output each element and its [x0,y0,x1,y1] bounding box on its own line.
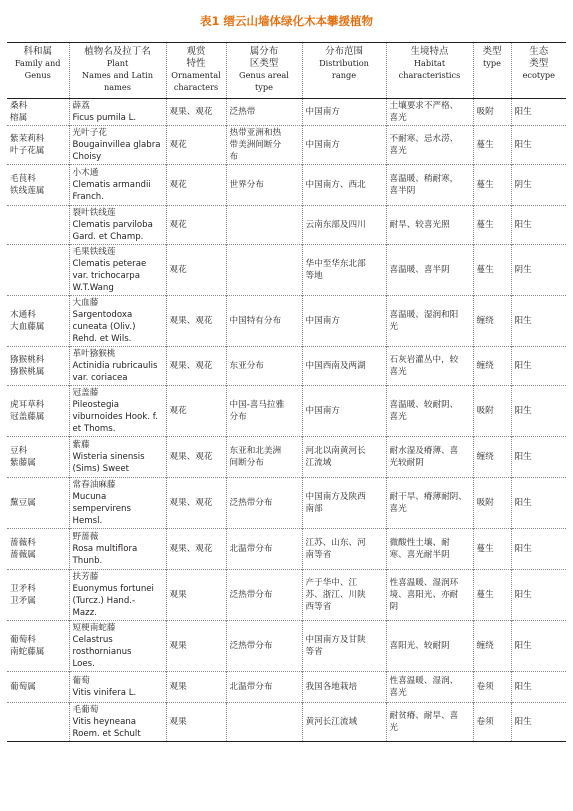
climbing-type-text: 缠绕 [476,361,494,371]
plant-cell [69,478,166,529]
plant-cell [69,621,166,672]
ornamental-cell [166,206,226,245]
family-cell [7,478,69,529]
table-row [7,99,566,126]
plant-cell [69,296,166,347]
areal-type-text: 中国特有分布 [229,316,282,326]
distribution-cell [302,478,386,529]
family-text: 卫矛科 卫矛属 [10,584,36,606]
plant-latin-name: Vitis vinifera L. [72,688,137,698]
plant-latin-name: Actinidia rubricaulis var. coriacea [72,361,158,383]
plant-chinese-name: 毛果铁线莲 [72,247,116,257]
habitat-text: 性喜温暖、湿润环 境、喜阳光、亦耐 阴 [389,578,459,612]
header-distribution: 分布范围 Distribution range [302,43,386,99]
ornamental-text: 观果 [169,717,187,727]
distribution-text: 云南东部及四川 [305,220,366,230]
ornamental-cell [166,386,226,437]
family-cell [7,296,69,347]
areal-type-text: 东亚分布 [229,361,264,371]
areal-type-cell [226,347,302,386]
areal-type-text: 泛热带分布 [229,498,273,508]
plant-chinese-name: 大血藤 [72,298,99,308]
plant-chinese-name: 革叶猕猴桃 [72,349,116,359]
ornamental-text: 观花 [169,140,187,150]
plant-chinese-name: 常春油麻藤 [72,480,116,490]
climbing-type-cell [473,165,511,206]
distribution-text: 中国西南及两湖 [305,361,366,371]
ecotype-cell [511,529,566,570]
climbing-type-cell [473,206,511,245]
plant-cell [69,347,166,386]
distribution-text: 产于华中、江 苏、浙江、川陕 西等省 [305,578,366,612]
climbing-type-cell [473,245,511,296]
ornamental-text: 观花 [169,265,187,275]
family-cell [7,621,69,672]
ecotype-text: 阳生 [514,544,532,554]
habitat-text: 耐贫瘠、耐旱、喜 光 [389,711,459,733]
areal-type-cell [226,703,302,742]
plant-table [7,42,566,742]
ecotype-text: 阳生 [514,140,532,150]
ecotype-cell [511,703,566,742]
climbing-type-text: 吸附 [476,406,494,416]
plant-latin-name: Wisteria sinensis (Sims) Sweet [72,452,145,474]
plant-chinese-name: 扶芳藤 [72,572,99,582]
table-row [7,437,566,478]
habitat-text: 耐干旱、瘠薄耐阴、 喜光 [389,492,467,514]
plant-latin-name: Euonymus fortunei (Turcz.) Hand.- Mazz. [72,584,154,618]
plant-chinese-name: 短梗南蛇藤 [72,623,116,633]
ornamental-cell [166,529,226,570]
ornamental-text: 观果 [169,682,187,692]
climbing-type-cell [473,437,511,478]
distribution-cell [302,296,386,347]
family-text: 虎耳草科 冠盖藤属 [10,400,45,422]
climbing-type-text: 蔓生 [476,544,494,554]
ornamental-cell [166,621,226,672]
ornamental-text: 观果、观花 [169,498,213,508]
areal-type-cell [226,126,302,165]
climbing-type-cell [473,347,511,386]
habitat-text: 喜温暖、湿润和阳 光 [389,310,459,332]
distribution-text: 中国南方 [305,316,340,326]
areal-type-cell [226,529,302,570]
ecotype-cell [511,245,566,296]
family-cell [7,529,69,570]
ecotype-text: 阳生 [514,107,532,117]
ecotype-cell [511,386,566,437]
distribution-text: 中国南方及甘陕 等省 [305,635,366,657]
habitat-text: 耐水湿及瘠薄、喜 光较耐阴 [389,446,459,468]
ecotype-text: 阳生 [514,717,532,727]
ecotype-cell [511,296,566,347]
family-text: 紫茉莉科 叶子花属 [10,134,45,156]
ecotype-cell [511,437,566,478]
areal-type-text: 热带亚洲和热 带美洲间断分 布 [229,128,282,162]
climbing-type-text: 吸附 [476,498,494,508]
ecotype-cell [511,570,566,621]
table-row [7,206,566,245]
habitat-cell [386,165,473,206]
ornamental-cell [166,347,226,386]
family-text: 木通科 大血藤属 [10,310,45,332]
ecotype-text: 阳生 [514,316,532,326]
header-ornamental: 观赏 特性 Ornamental characters [166,43,226,99]
family-cell [7,570,69,621]
climbing-type-cell [473,99,511,126]
ornamental-text: 观花 [169,406,187,416]
ecotype-cell [511,347,566,386]
distribution-cell [302,126,386,165]
plant-cell [69,703,166,742]
plant-chinese-name: 裂叶铁线莲 [72,208,116,218]
plant-cell [69,99,166,126]
plant-cell [69,529,166,570]
areal-type-text: 中国-喜马拉雅 分布 [229,400,285,422]
plant-latin-name: Clematis peterae var. trichocarpa W.T.Wang [72,259,147,293]
climbing-type-cell [473,703,511,742]
distribution-text: 中国南方 [305,140,340,150]
family-cell [7,206,69,245]
table-body [7,99,566,742]
ecotype-cell [511,672,566,703]
plant-chinese-name: 薜荔 [72,101,90,111]
distribution-cell [302,245,386,296]
distribution-text: 中国南方 [305,406,340,416]
habitat-text: 土壤要求不严格、 喜光 [389,101,459,123]
areal-type-cell [226,206,302,245]
climbing-type-text: 卷须 [476,717,494,727]
areal-type-text: 泛热带分布 [229,641,273,651]
table-row [7,621,566,672]
distribution-text: 中国南方、西北 [305,180,366,190]
climbing-type-text: 蔓生 [476,220,494,230]
plant-chinese-name: 葡萄 [72,676,90,686]
ornamental-text: 观果、观花 [169,452,213,462]
ornamental-text: 观果、观花 [169,316,213,326]
areal-type-text: 东亚和北美洲 间断分布 [229,446,282,468]
ecotype-text: 阳生 [514,220,532,230]
plant-cell [69,672,166,703]
plant-cell [69,386,166,437]
distribution-cell [302,437,386,478]
family-cell [7,347,69,386]
habitat-cell [386,126,473,165]
ecotype-text: 阳生 [514,452,532,462]
plant-cell [69,165,166,206]
distribution-text: 河北以南黄河长 江流域 [305,446,366,468]
ecotype-text: 阳生 [514,641,532,651]
family-cell [7,99,69,126]
table-title: 表1 缙云山墙体绿化木本攀援植物 [199,14,373,28]
areal-type-text: 世界分布 [229,180,264,190]
habitat-cell [386,386,473,437]
habitat-text: 喜温暖、喜半阴 [389,265,450,275]
habitat-cell [386,529,473,570]
habitat-text: 不耐寒、忌水涝、 喜光 [389,134,459,156]
family-text: 黧豆属 [10,498,36,508]
areal-type-text: 泛热带 [229,107,256,117]
climbing-type-text: 蔓生 [476,140,494,150]
climbing-type-text: 缠绕 [476,316,494,326]
climbing-type-cell [473,570,511,621]
areal-type-cell [226,165,302,206]
table-row [7,347,566,386]
family-cell [7,126,69,165]
ecotype-text: 阳生 [514,682,532,692]
climbing-type-cell [473,621,511,672]
distribution-cell [302,570,386,621]
plant-cell [69,437,166,478]
climbing-type-text: 缠绕 [476,452,494,462]
ecotype-cell [511,126,566,165]
plant-latin-name: Ficus pumila L. [72,113,137,123]
habitat-cell [386,478,473,529]
table-header [7,43,566,99]
climbing-type-text: 蔓生 [476,265,494,275]
habitat-cell [386,621,473,672]
ornamental-cell [166,296,226,347]
ornamental-text: 观果 [169,590,187,600]
habitat-cell [386,672,473,703]
habitat-cell [386,99,473,126]
plant-cell [69,206,166,245]
table-row [7,245,566,296]
ornamental-cell [166,245,226,296]
climbing-type-cell [473,126,511,165]
plant-latin-name: Mucuna sempervirens Hemsl. [72,492,131,526]
areal-type-text: 北温带分布 [229,682,273,692]
areal-type-cell [226,245,302,296]
distribution-text: 江苏、山东、河 南等省 [305,538,366,560]
plant-latin-name: Clematis parviloba Gard. et Champ. [72,220,153,242]
plant-latin-name: Rosa multiflora Thunb. [72,544,138,566]
table-row [7,478,566,529]
areal-type-cell [226,478,302,529]
distribution-text: 我国各地栽培 [305,682,358,692]
table-row [7,296,566,347]
ornamental-cell [166,570,226,621]
distribution-cell [302,206,386,245]
distribution-text: 黄河长江流域 [305,717,358,727]
family-cell [7,165,69,206]
habitat-text: 喜温暖、较耐阴、 喜光 [389,400,459,422]
climbing-type-text: 吸附 [476,107,494,117]
header-ecotype: 生态 类型 ecotype [511,43,566,99]
family-text: 葡萄科 南蛇藤属 [10,635,45,657]
habitat-cell [386,206,473,245]
family-cell [7,437,69,478]
areal-type-cell [226,672,302,703]
ornamental-text: 观果、观花 [169,361,213,371]
climbing-type-cell [473,529,511,570]
areal-type-cell [226,437,302,478]
ecotype-text: 阳生 [514,498,532,508]
areal-type-cell [226,99,302,126]
family-text: 蔷薇科 蔷薇属 [10,538,36,560]
ornamental-cell [166,126,226,165]
areal-type-text: 北温带分布 [229,544,273,554]
areal-type-cell [226,386,302,437]
distribution-cell [302,672,386,703]
family-text: 毛茛科 铁线莲属 [10,174,45,196]
areal-type-cell [226,621,302,672]
plant-chinese-name: 光叶子花 [72,128,107,138]
header-plant: 植物名及拉丁名 Plant Names and Latin names [69,43,166,99]
table-row [7,703,566,742]
distribution-cell [302,347,386,386]
ecotype-cell [511,165,566,206]
habitat-cell [386,347,473,386]
ecotype-text: 阳生 [514,406,532,416]
habitat-text: 耐旱、较喜光照 [389,220,450,230]
header-family: 科和属 Family and Genus [7,43,69,99]
ornamental-cell [166,437,226,478]
ornamental-cell [166,99,226,126]
ecotype-cell [511,478,566,529]
ornamental-cell [166,478,226,529]
plant-latin-name: Vitis heyneana Roem. et Schult [72,717,141,739]
plant-latin-name: Sargentodoxa cuneata (Oliv.) Rehd. et Wils. [72,310,136,344]
plant-cell [69,570,166,621]
climbing-type-text: 蔓生 [476,590,494,600]
distribution-cell [302,99,386,126]
climbing-type-text: 卷须 [476,682,494,692]
climbing-type-cell [473,672,511,703]
habitat-text: 石灰岩灌丛中，较 喜光 [389,355,459,377]
areal-type-cell [226,296,302,347]
habitat-text: 喜阳光、较耐阴 [389,641,450,651]
family-text: 猕猴桃科 猕猴桃属 [10,355,45,377]
family-cell [7,386,69,437]
distribution-cell [302,165,386,206]
ornamental-text: 观果、观花 [169,107,213,117]
distribution-text: 华中至华东北部 等地 [305,259,366,281]
plant-chinese-name: 小木通 [72,168,99,178]
ornamental-text: 观花 [169,180,187,190]
habitat-cell [386,437,473,478]
habitat-cell [386,703,473,742]
distribution-text: 中国南方及陕西 南部 [305,492,366,514]
climbing-type-cell [473,296,511,347]
family-cell [7,672,69,703]
family-text: 葡萄属 [10,682,36,692]
areal-type-cell [226,570,302,621]
family-text: 桑科 榕属 [10,101,28,123]
table-row [7,672,566,703]
table-row [7,570,566,621]
plant-latin-name: Clematis armandii Franch. [72,180,151,202]
areal-type-text: 泛热带分布 [229,590,273,600]
distribution-cell [302,621,386,672]
ecotype-text: 阴生 [514,265,532,275]
distribution-text: 中国南方 [305,107,340,117]
ornamental-cell [166,672,226,703]
family-text: 豆科 紫藤属 [10,446,36,468]
ecotype-cell [511,621,566,672]
climbing-type-text: 蔓生 [476,180,494,190]
plant-chinese-name: 野蔷薇 [72,532,99,542]
ecotype-cell [511,99,566,126]
plant-latin-name: Bougainvillea glabra Choisy [72,140,161,162]
header-habitat: 生境特点 Habitat characteristics [386,43,473,99]
ornamental-text: 观果 [169,641,187,651]
climbing-type-cell [473,478,511,529]
ecotype-cell [511,206,566,245]
climbing-type-text: 缠绕 [476,641,494,651]
distribution-cell [302,703,386,742]
habitat-cell [386,296,473,347]
ornamental-cell [166,703,226,742]
ecotype-text: 阴生 [514,180,532,190]
family-cell [7,703,69,742]
plant-cell [69,126,166,165]
plant-chinese-name: 毛葡萄 [72,705,99,715]
ornamental-text: 观果、观花 [169,544,213,554]
habitat-text: 性喜温暖、湿润、 喜光 [389,676,459,698]
distribution-cell [302,529,386,570]
habitat-text: 喜温暖、稍耐寒， 喜半阴 [389,174,459,196]
header-type: 类型 type [473,43,511,99]
climbing-type-cell [473,386,511,437]
ecotype-text: 阳生 [514,361,532,371]
plant-cell [69,245,166,296]
ornamental-text: 观花 [169,220,187,230]
ecotype-text: 阳生 [514,590,532,600]
ornamental-cell [166,165,226,206]
habitat-cell [386,570,473,621]
plant-latin-name: Celastrus rosthornianus Loes. [72,635,132,669]
table-row [7,165,566,206]
habitat-cell [386,245,473,296]
habitat-text: 微酸性土壤、耐 寒、喜光耐半阴 [389,538,450,560]
table-row [7,386,566,437]
plant-chinese-name: 冠盖藤 [72,388,99,398]
distribution-cell [302,386,386,437]
plant-latin-name: Pileostegia viburnoides Hook. f. et Thoms. [72,400,158,434]
table-row [7,529,566,570]
family-cell [7,245,69,296]
table-row [7,126,566,165]
header-areal: 属分布 区类型 Genus areal type [226,43,302,99]
plant-chinese-name: 紫藤 [72,440,90,450]
